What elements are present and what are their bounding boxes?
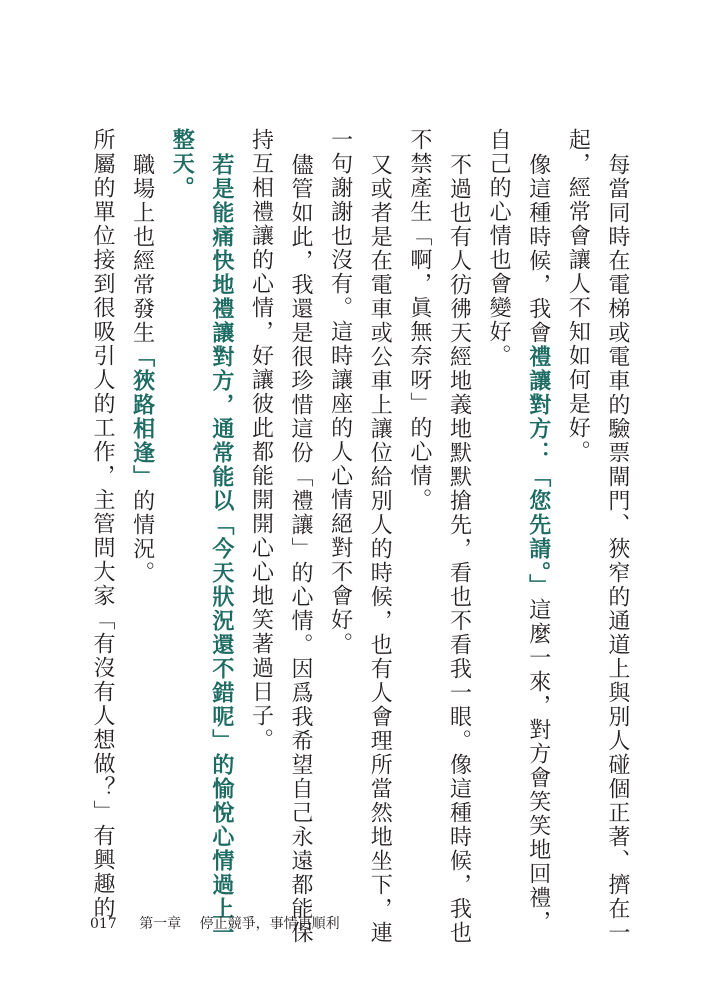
text-column [208, 128, 234, 945]
text-column [90, 128, 115, 920]
emphasis-text: 若是能痛快地禮讓對方，通常能以「今天狀況還不錯呢」的愉悅心情過上一 [208, 153, 234, 945]
text-column [288, 128, 314, 945]
body-text-run: 職場上也經常發生 [129, 153, 155, 345]
emphasis-text: 「狹路相逢」 [129, 345, 155, 489]
body-text-run: 像這種時候，我會 [525, 153, 551, 345]
body-text-run: 起，經常會讓人不知如何是好。 [565, 128, 591, 464]
page-footer [90, 913, 340, 933]
page-number: 017 [90, 916, 117, 932]
body-text-run: 不禁產生「啊，眞無奈呀」的心情。 [406, 128, 432, 512]
body-text-run: 持互相禮讓的心情，好讓彼此都能開開心心地笑著過日子。 [248, 128, 274, 752]
text-column [486, 128, 511, 900]
text-column [130, 128, 155, 925]
text-column [328, 128, 353, 900]
text-column [446, 128, 472, 945]
chapter-label: 第一章 [139, 916, 182, 932]
body-text-run: 每當同時在電梯或電車的驗票閘門、狹窄的通道上與別人碰個正著、擠在一 [604, 153, 630, 945]
emphasis-text: 禮讓對方：「您先請。」 [525, 345, 551, 598]
body-text-run: 儘管如此，我還是很珍惜這份「禮讓」的心情。因爲我希望自己永遠都能保 [288, 153, 314, 945]
text-column [565, 128, 590, 900]
body-text-run: 一句謝謝也沒有。這時讓座的人心情絕對不會好。 [327, 128, 353, 656]
body-text-run: 所屬的單位接到很吸引人的工作，主管問大家「有沒有人想做？」有興趣的 [90, 128, 115, 920]
emphasis-text: 整天。 [169, 128, 195, 200]
text-column [367, 128, 393, 945]
text-column [604, 128, 630, 945]
text-column [248, 128, 273, 900]
text-column [525, 128, 551, 934]
body-text-run: 這麼一來，對方會笑笑地回禮， [525, 598, 551, 934]
body-text-run: 不過也有人彷彿天經地義地默默搶先，看也不看我一眼。像這種時候，我也 [446, 153, 472, 945]
text-column [407, 128, 432, 900]
body-text-run: 的情況。 [129, 489, 155, 585]
chapter-title: 停止競爭，事情更順利 [199, 916, 340, 932]
text-column [169, 128, 194, 900]
body-text-run: 自己的心情也會變好。 [486, 128, 512, 368]
body-text-run: 又或者是在電車或公車上讓位給別人的時候，也有人會理所當然地坐下，連 [367, 153, 393, 945]
